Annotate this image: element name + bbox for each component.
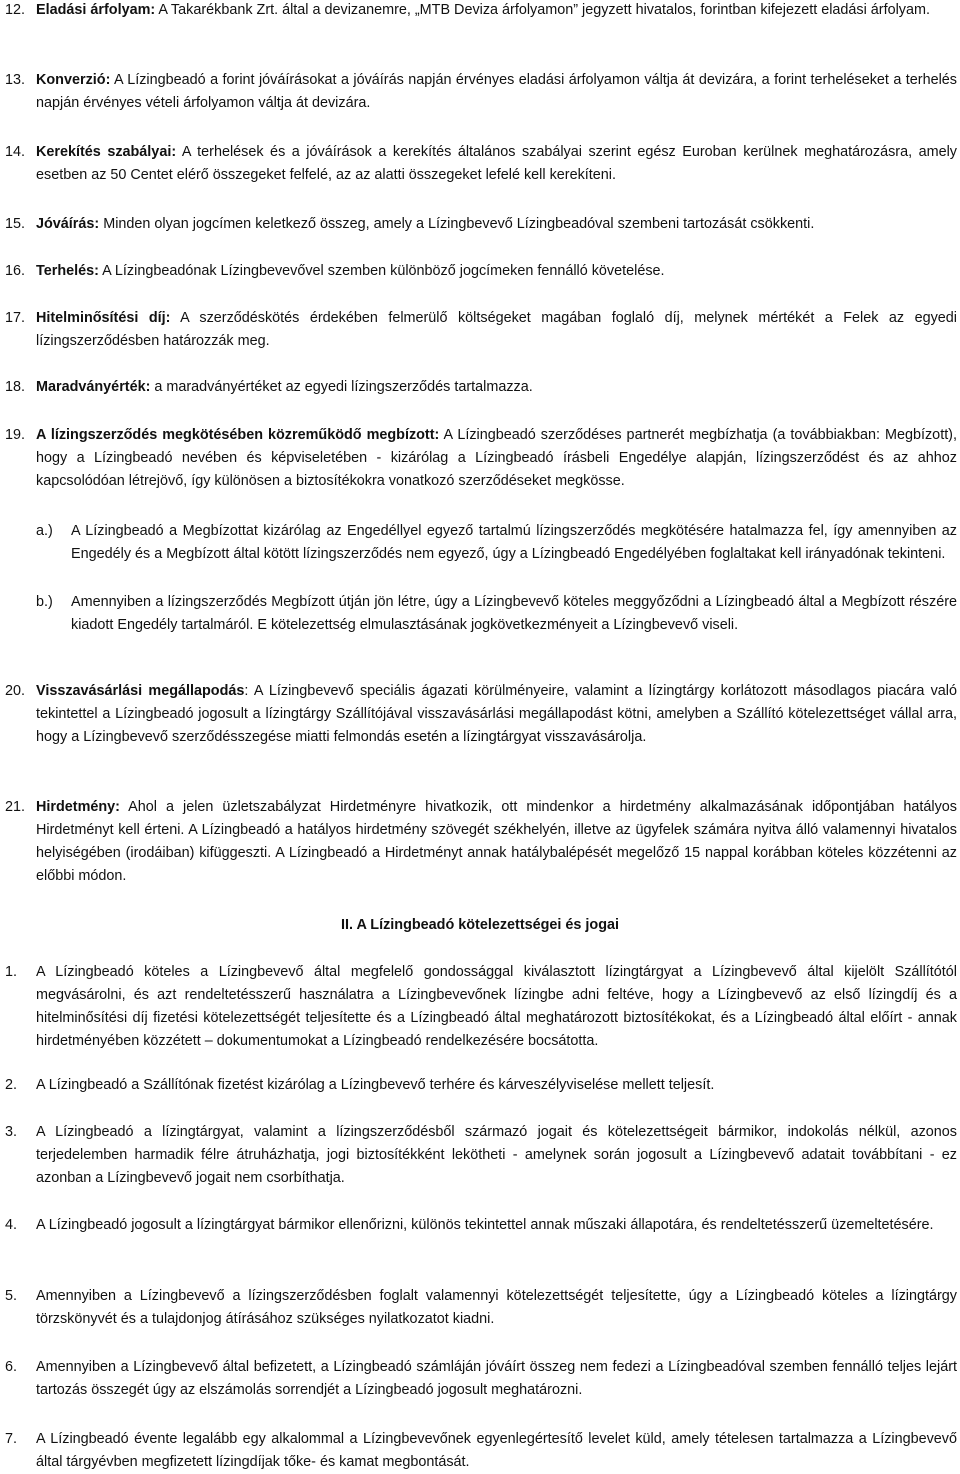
item-text: Amennyiben a Lízingbevevő a lízingszerződésben foglalt valamennyi kötelezettségét teljesítette, úgy a Lízingbeadó köteles a lízingtárgy törzskönyvét és a tulajdonjog átírásához szükséges nyilatkozatot kiadni.: [36, 1288, 957, 1327]
obligation-item-5: [0, 1285, 957, 1331]
item-number: 15.: [5, 216, 26, 232]
obligation-item-4: [0, 1214, 957, 1237]
obligation-item-6: [0, 1356, 957, 1402]
subitem-text: A Lízingbeadó a Megbízottat kizárólag az Engedéllyel egyező tartalmú lízingszerződés megkötésére hatalmazza fel, így amennyiben az Engedély és a Megbízott által kötött lízingszerződés nem egyező, úgy a Lízingbeadó Engedélyében foglaltakat kell irányadónak tekinteni.: [71, 523, 957, 562]
item-text: : A Lízingbevevő speciális ágazati körülményeire, valamint a lízingtárgy korlátozott másodlagos piacára való tekintettel a Lízingbeadó jogosult a lízingtárgy Szállítójával visszavásárlási megállapodást kötni, amelyben a Szállító kötelezettséget vállal arra, hogy a Lízingbevevő szerződésszegése miatti felmondás esetén a lízingtárgyat visszavásárolja.: [36, 683, 957, 745]
item-text: A szerződéskötés érdekében felmerülő költségeket magában foglaló díj, melynek mértékét a Felek az egyedi lízingszerződésben határozzák meg.: [36, 310, 958, 349]
section-heading: II. A Lízingbeadó kötelezettségei és jogai: [340, 917, 619, 933]
item-text: A terhelések és a jóváírások a kerekítés általános szabályai szerint egész Euroban kerülnek meghatározásra, amely esetben az 50 Centet elérő összegeket felfelé, az az alatti összegeket lefelé kell kerekíteni.: [36, 144, 957, 183]
item-number: 21.: [5, 799, 26, 815]
item-text: A Lízingbeadó szerződéses partnerét megbízhatja (a továbbiakban: Megbízott), hogy a Lízingbeadó nevében és képviseletében - kizárólag a Lízingbeadó írásbeli Engedélye alapján, lízingszerződést és az ahhoz kapcsolódóan létrejövő, így különösen a biztosítékokra vonatkozó szerződéseket megkösse.: [36, 427, 957, 489]
item-text: A Lízingbeadó a lízingtárgyat, valamint a lízingszerződésből származó jogait és kötelezettségeit bármikor, indokolás nélkül, azonos terjedelemben harmadik félre átruházhatja, jogi biztosítékként lekötheti - amelynek során jogosult a Lízingbevevő adatait továbbítani - ez azonban a Lízingbevevő jogait nem csorbíthatja.: [36, 1124, 957, 1186]
item-title: Visszavásárlási megállapodás: [36, 683, 245, 699]
definition-item-14: [0, 141, 957, 187]
item-number: 6.: [5, 1359, 18, 1375]
obligation-item-3: [0, 1121, 957, 1190]
item-text: A Lízingbeadó a Szállítónak fizetést kizárólag a Lízingbevevő terhére és kárveszélyviselése mellett teljesít.: [36, 1077, 715, 1093]
definition-item-15: [0, 213, 957, 236]
item-title: Eladási árfolyam:: [36, 2, 156, 18]
subitem-label: b.): [36, 594, 53, 610]
definition-item-18: [0, 376, 957, 399]
definition-item-21: [0, 796, 957, 888]
definition-item-16: [0, 260, 957, 283]
item-text: A Lízingbeadó évente legalább egy alkalommal a Lízingbevevőnek egyenlegértesítő levelet küld, amely tételesen tartalmazza a Lízingbevevő által tárgyévben megfizetett lízingdíjak tőke- és kamat megbontását.: [36, 1431, 957, 1470]
subitem-label: a.): [36, 523, 53, 539]
item-number: 2.: [5, 1077, 18, 1093]
item-text: a maradványértéket az egyedi lízingszerződés tartalmazza.: [150, 379, 533, 395]
item-text: A Lízingbeadó jogosult a lízingtárgyat bármikor ellenőrizni, különös tekintettel annak műszaki állapotára, és rendeltetésszerű üzemeltetésére.: [36, 1217, 934, 1233]
definition-item-12: [0, 0, 957, 22]
item-number: 20.: [5, 683, 26, 699]
definition-item-17: [0, 307, 957, 353]
item-title: Maradványérték:: [36, 379, 151, 395]
item-number: 7.: [5, 1431, 18, 1447]
subitem-19-a: [0, 520, 957, 566]
obligation-item-1: [0, 961, 957, 1053]
item-number: 16.: [5, 263, 26, 279]
item-title: A lízingszerződés megkötésében közreműködő megbízott:: [36, 427, 440, 443]
item-title: Terhelés:: [36, 263, 99, 279]
item-number: 17.: [5, 310, 26, 326]
obligation-item-2: [0, 1074, 957, 1097]
item-number: 4.: [5, 1217, 18, 1233]
definition-item-19: [0, 424, 957, 493]
item-text: Minden olyan jogcímen keletkező összeg, amely a Lízingbevevő Lízingbeadóval szembeni tartozását csökkenti.: [99, 216, 815, 232]
item-number: 18.: [5, 379, 26, 395]
item-number: 13.: [5, 72, 26, 88]
subitem-19-b: [0, 591, 957, 637]
item-number: 14.: [5, 144, 26, 160]
definition-item-13: [0, 69, 957, 115]
item-text: A Lízingbeadó köteles a Lízingbevevő által megfelelő gondossággal kiválasztott lízingtárgyat a Lízingbevevő által kijelölt Szállítótól megvásárolni, és azt rendeltetésszerű használatra a Lízingbevevőnek lízingbe adni feltéve, hogy a Lízingbevevő az első lízingdíj és a hitelminősítési díj fizetési kötelezettségét teljesítette és a Lízingbeadó által meghatározott biztosítékokat, és a Lízingbeadó által előírt - annak hirdetményében közzétett – dokumentumokat a Lízingbeadó rendelkezésére bocsátotta.: [36, 964, 957, 1049]
item-title: Hitelminősítési díj:: [36, 310, 171, 326]
item-title: Kerekítés szabályai:: [36, 144, 177, 160]
item-number: 1.: [5, 964, 18, 980]
item-number: 5.: [5, 1288, 18, 1304]
item-text: Amennyiben a Lízingbevevő által befizetett, a Lízingbeadó számláján jóváírt összeg nem fedezi a Lízingbeadóval szemben fennálló teljes lejárt tartozás összegét úgy az elszámolás sorrendjét a Lízingbeadó jogosult meghatározni.: [36, 1359, 957, 1398]
item-text: Ahol a jelen üzletszabályzat Hirdetményre hivatkozik, ott mindenkor a hirdetmény alkalmazásának időpontjában hatályos Hirdetményt kell érteni. A Lízingbeadó a hatályos hirdetmény szövegét székhelyén, illetve az ügyfelek számára nyitva álló valamennyi hivatalos helyiségében (irodáiban) kifüggeszti. A Lízingbeadó a Hirdetményt annak hatálybalépését megelőző 15 nappal korábban köteles közzétenni az előbbi módon.: [36, 799, 957, 884]
item-title: Hirdetmény:: [36, 799, 120, 815]
obligation-item-7: [0, 1428, 957, 1474]
item-title: Konverzió:: [36, 72, 111, 88]
item-text: A Lízingbeadónak Lízingbevevővel szemben különböző jogcímeken fennálló követelése.: [98, 263, 665, 279]
subitem-text: Amennyiben a lízingszerződés Megbízott útján jön létre, úgy a Lízingbevevő köteles meggyőződni a Lízingbeadó által a Megbízott részére kiadott Engedély tartalmáról. E kötelezettség elmulasztásának jogkövetkezményeit a Lízingbevevő viseli.: [71, 594, 957, 633]
item-number: 12.: [5, 2, 26, 18]
item-title: Jóváírás:: [36, 216, 100, 232]
definition-item-20: [0, 680, 957, 749]
item-text: A Lízingbeadó a forint jóváírásokat a jóváírás napján érvényes eladási árfolyamon váltja át devizára, a forint terheléseket a terhelés napján érvényes vételi árfolyamon váltja át devizára.: [36, 72, 957, 111]
item-number: 3.: [5, 1124, 18, 1140]
item-number: 19.: [5, 427, 26, 443]
item-text: A Takarékbank Zrt. által a devizanemre, „MTB Deviza árfolyamon” jegyzett hivatalos, forintban kifejezett eladási árfolyam.: [155, 2, 930, 18]
